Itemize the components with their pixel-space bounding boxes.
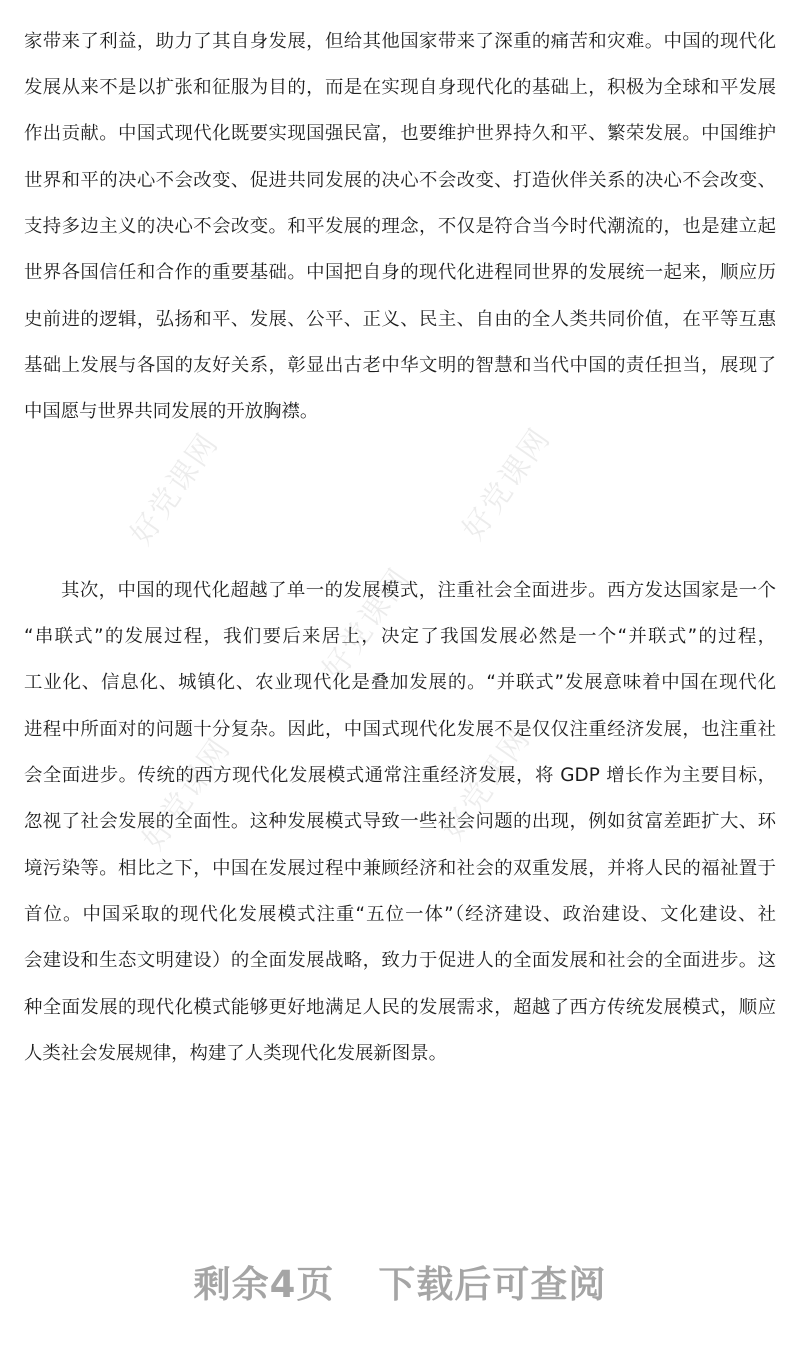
watermark: 好党课网 <box>455 421 558 547</box>
download-prompt-label: 下载后可查阅 <box>378 1263 607 1306</box>
text-line: 进程中所面对的问题十分复杂。因此，中国式现代化发展不是仅仅注重经济发展，也注重社 <box>24 719 776 740</box>
text-line: 忽视了社会发展的全面性。这种发展模式导致一些社会问题的出现，例如贫富差距扩大、环 <box>24 811 776 832</box>
text-line: 人类社会发展规律，构建了人类现代化发展新图景。 <box>24 1043 447 1064</box>
text-line: 会全面进步。传统的西方现代化发展模式通常注重经济发展，将 GDP 增长作为主要目标， <box>24 765 776 786</box>
text-line: 世界和平的决心不会改变、促进共同发展的决心不会改变、打造伙伴关系的决心不会改变、 <box>24 170 776 191</box>
text-line: 境污染等。相比之下，中国在发展过程中兼顾经济和社会的双重发展，并将人民的福祉置于 <box>24 858 776 879</box>
text-line: 发展从来不是以扩张和征服为目的，而是在实现自身现代化的基础上，积极为全球和平发展 <box>24 77 776 98</box>
text-line: 支持多边主义的决心不会改变。和平发展的理念，不仅是符合当今时代潮流的，也是建立起 <box>24 216 776 237</box>
text-line: 首位。中国采取的现代化发展模式注重“五位一体”（经济建设、政治建设、文化建设、社 <box>24 904 776 925</box>
watermark: 好党课网 <box>435 721 538 847</box>
remaining-pages-label: 剩余4页 <box>193 1263 335 1306</box>
text-line: 工业化、信息化、城镇化、农业现代化是叠加发展的。“并联式”发展意味着中国在现代化 <box>24 672 776 693</box>
text-line: 会建设和生态文明建设）的全面发展战略，致力于促进人的全面发展和社会的全面进步。这 <box>24 950 776 971</box>
watermark: 好党课网 <box>135 731 238 857</box>
text-line: 世界各国信任和合作的重要基础。中国把自身的现代化进程同世界的发展统一起来，顺应历 <box>24 262 776 283</box>
text-line: “串联式”的发展过程，我们要后来居上，决定了我国发展必然是一个“并联式”的过程， <box>24 626 776 647</box>
text-line: 基础上发展与各国的友好关系，彰显出古老中华文明的智慧和当代中国的责任担当，展现了 <box>24 355 776 376</box>
text-line: 种全面发展的现代化模式能够更好地满足人民的发展需求，超越了西方传统发展模式，顺应 <box>24 997 776 1018</box>
watermark: 好党课网 <box>123 426 226 552</box>
watermark: 好党课网 <box>315 561 418 687</box>
text-line: 家带来了利益，助力了其自身发展，但给其他国家带来了深重的痛苦和灾难。中国的现代化 <box>24 31 776 52</box>
text-line: 作出贡献。中国式现代化既要实现国强民富，也要维护世界持久和平、繁荣发展。中国维护 <box>24 123 776 144</box>
text-line: 中国愿与世界共同发展的开放胸襟。 <box>24 401 319 422</box>
text-line: 其次，中国的现代化超越了单一的发展模式，注重社会全面进步。西方发达国家是一个 <box>61 580 776 601</box>
download-notice[interactable] <box>0 1262 800 1308</box>
text-line: 史前进的逻辑，弘扬和平、发展、公平、正义、民主、自由的全人类共同价值，在平等互惠 <box>24 309 776 330</box>
